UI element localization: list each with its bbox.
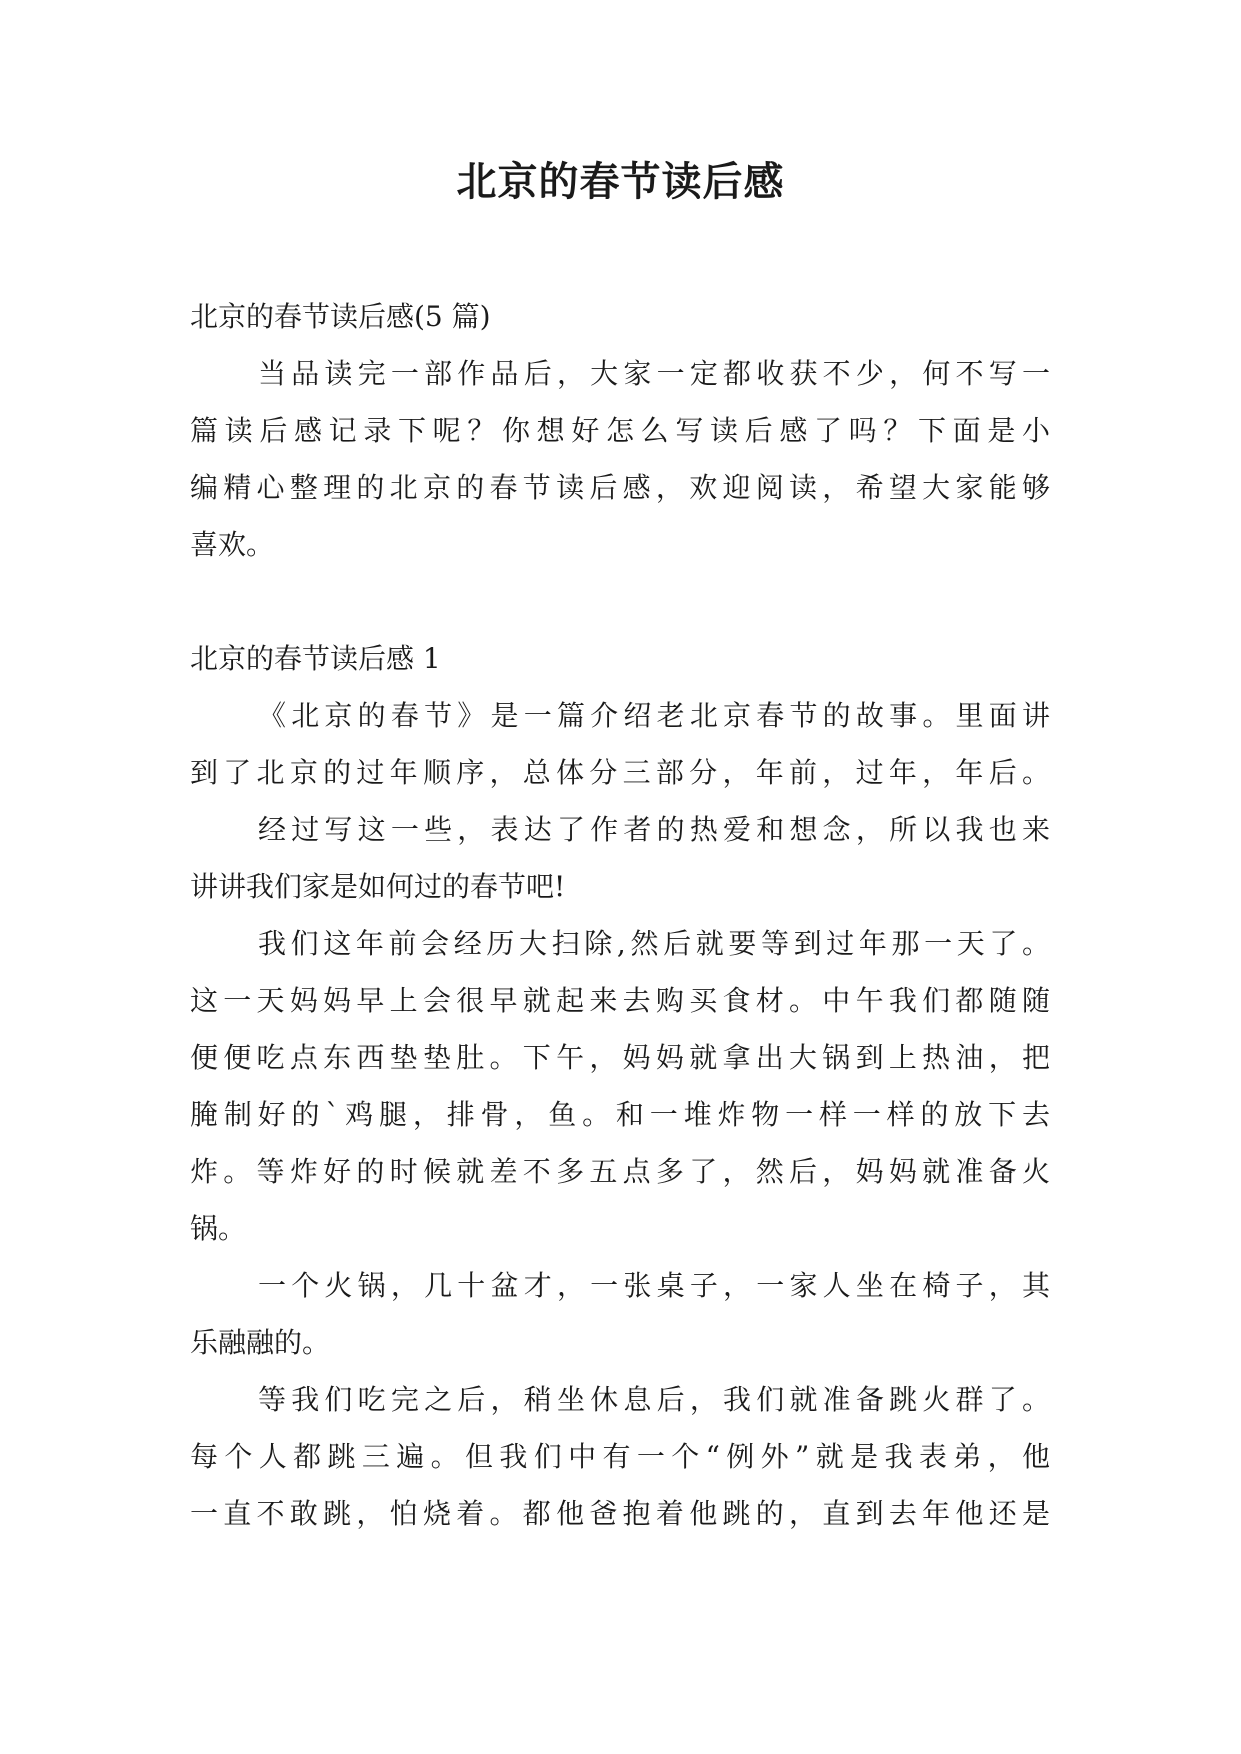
text-line: 我们这年前会经历大扫除,然后就要等到过年那一天了。 — [258, 927, 1050, 960]
text-line: 便便吃点东西垫垫肚。下午，妈妈就拿出大锅到上热油，把 — [190, 1041, 1050, 1074]
text-line: 炸。等炸好的时候就差不多五点多了，然后，妈妈就准备火 — [190, 1155, 1050, 1188]
text-line: 腌制好的`鸡腿，排骨，鱼。和一堆炸物一样一样的放下去 — [190, 1098, 1050, 1131]
text-line: 喜欢。 — [190, 528, 275, 561]
text-line: 每个人都跳三遍。但我们中有一个“例外”就是我表弟，他 — [190, 1440, 1050, 1473]
text-line: 编精心整理的北京的春节读后感，欢迎阅读，希望大家能够 — [190, 471, 1050, 504]
text-line: 一个火锅，几十盆才，一张桌子，一家人坐在椅子，其 — [258, 1269, 1050, 1302]
document-subtitle: 北京的春节读后感(5 篇) — [190, 300, 491, 333]
text-line: 《北京的春节》是一篇介绍老北京春节的故事。里面讲 — [258, 699, 1050, 732]
text-line: 锅。 — [190, 1212, 247, 1245]
section-heading: 北京的春节读后感 1 — [190, 642, 441, 675]
text-line: 等我们吃完之后，稍坐休息后，我们就准备跳火群了。 — [258, 1383, 1050, 1416]
text-line: 一直不敢跳，怕烧着。都他爸抱着他跳的，直到去年他还是 — [190, 1497, 1050, 1530]
text-line: 讲讲我们家是如何过的春节吧! — [190, 870, 566, 903]
document-title: 北京的春节读后感 — [456, 158, 785, 205]
text-line: 当品读完一部作品后，大家一定都收获不少，何不写一 — [258, 357, 1050, 390]
text-line: 经过写这一些，表达了作者的热爱和想念，所以我也来 — [258, 813, 1050, 846]
paragraph-gap — [190, 573, 1050, 630]
text-line: 乐融融的。 — [190, 1326, 331, 1359]
document-body — [190, 288, 1050, 1542]
text-line: 篇读后感记录下呢？你想好怎么写读后感了吗？下面是小 — [190, 414, 1050, 447]
text-line: 到了北京的过年顺序，总体分三部分，年前，过年，年后。 — [190, 756, 1050, 789]
text-line: 这一天妈妈早上会很早就起来去购买食材。中午我们都随随 — [190, 984, 1050, 1017]
